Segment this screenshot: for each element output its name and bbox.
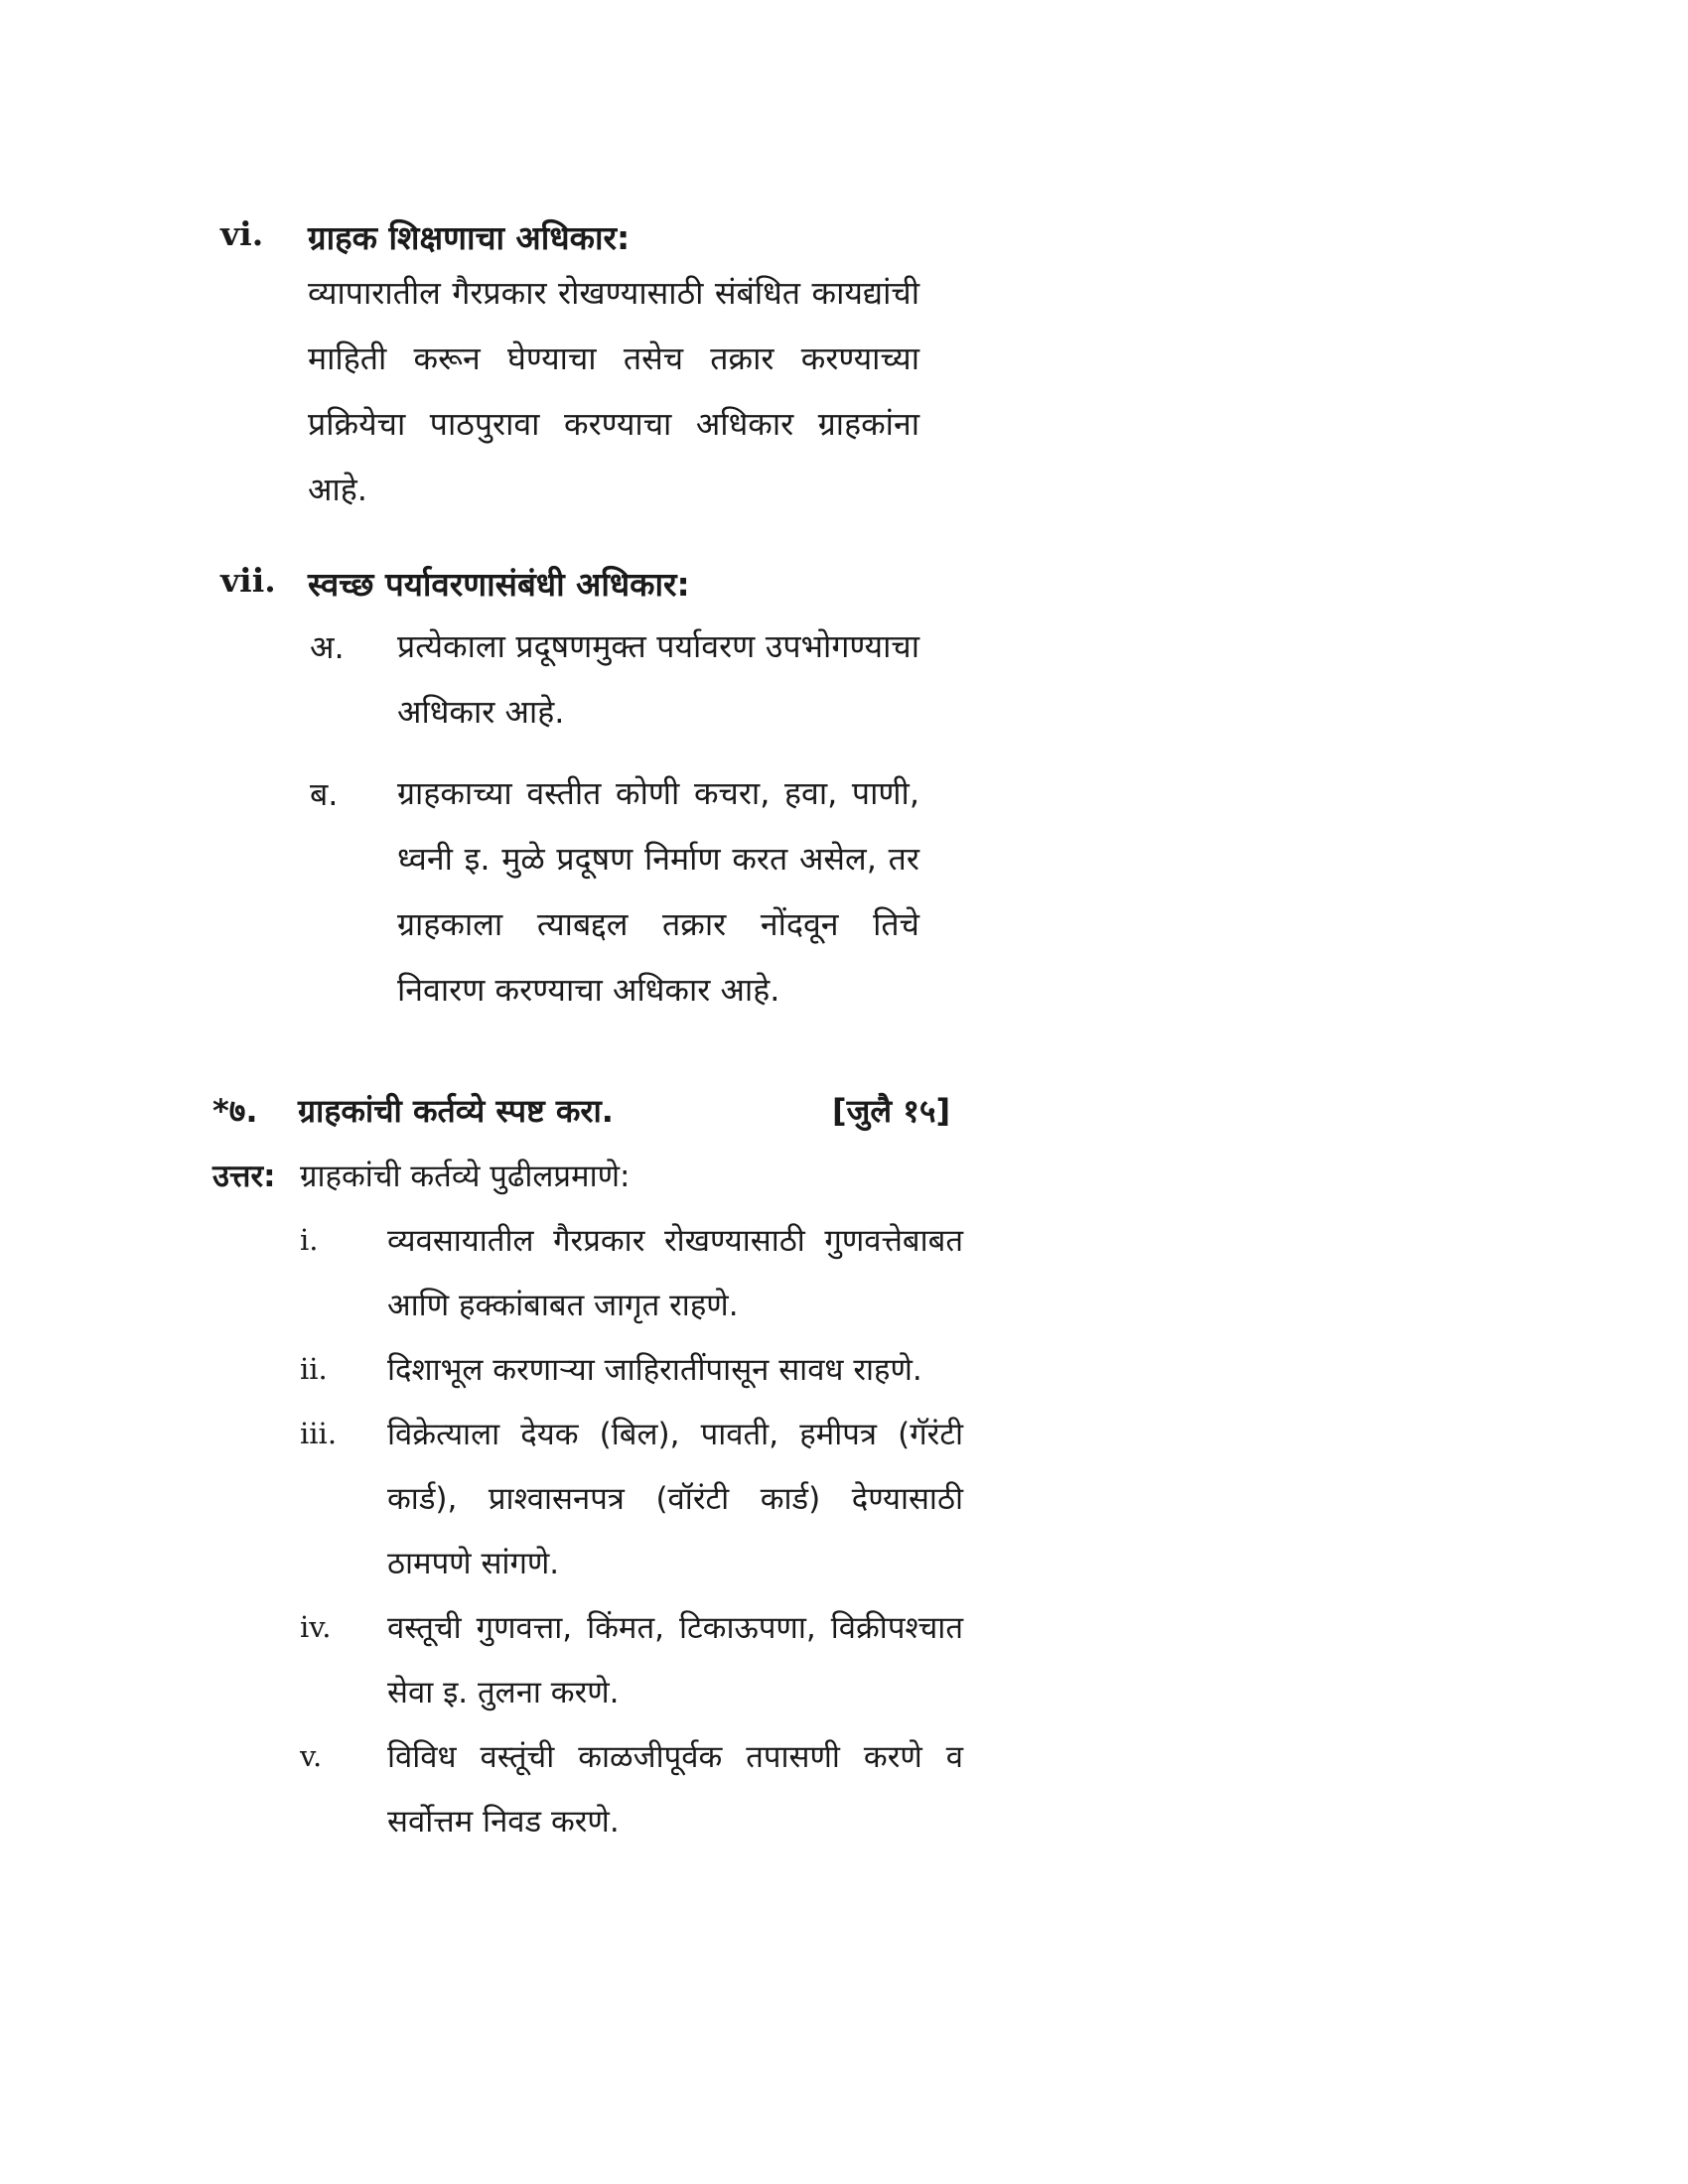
list-item-number: i. (300, 1223, 319, 1257)
list-item-text: व्यवसायातील गैरप्रकार रोखण्यासाठी गुणवत्तेबाबत आणि हक्कांबाबत जागृत राहणे. (387, 1223, 963, 1323)
list-item-text: दिशाभूल करणाऱ्या जाहिरातींपासून सावध राहणे. (387, 1352, 922, 1388)
right-heading: स्वच्छ पर्यावरणासंबंधी अधिकार: (308, 565, 690, 604)
subpoint-text: ग्राहकाच्या वस्तीत कोणी कचरा, हवा, पाणी, ध्वनी इ. मुळे प्रदूषण निर्माण करत असेल, तर ग्राहकाला त्याबद्दल तक्रार नोंदवून तिचे निवारण करण्याचा अधिकार आहे. (397, 774, 919, 1009)
subpoint-marker: ब. (310, 775, 339, 813)
question-number: *७. (212, 1092, 258, 1130)
subpoint-marker: अ. (310, 628, 345, 666)
list-item-number: v. (300, 1739, 323, 1773)
answer-intro: ग्राहकांची कर्तव्ये पुढीलप्रमाणे: (300, 1159, 631, 1194)
question-text: ग्राहकांची कर्तव्ये स्पष्ट करा. (298, 1092, 614, 1130)
list-item-text: विविध वस्तूंची काळजीपूर्वक तपासणी करणे व सर्वोत्तम निवड करणे. (387, 1739, 963, 1840)
right-number: vii. (220, 561, 276, 600)
answer-label: उत्तर: (212, 1159, 276, 1194)
list-item-text: वस्तूची गुणवत्ता, किंमत, टिकाऊपणा, विक्रीपश्चात सेवा इ. तुलना करणे. (387, 1610, 963, 1710)
list-item-number: iv. (300, 1610, 332, 1644)
list-item-number: ii. (300, 1352, 328, 1386)
right-number: vi. (220, 214, 264, 253)
right-text: व्यापारातील गैरप्रकार रोखण्यासाठी संबंधित कायद्यांची माहिती करून घेण्याचा तसेच तक्रार करण्याच्या प्रक्रियेचा पाठपुरावा करण्याचा अधिकार ग्राहकांना आहे. (308, 274, 919, 508)
right-heading: ग्राहक शिक्षणाचा अधिकार: (308, 218, 631, 257)
list-item-number: iii. (300, 1417, 338, 1450)
question-exam-tag: [जुलै १५] (832, 1092, 951, 1130)
list-item-text: विक्रेत्याला देयक (बिल), पावती, हमीपत्र (गॅरंटी कार्ड), प्राश्वासनपत्र (वॉरंटी कार्ड) देण्यासाठी ठामपणे सांगणे. (387, 1417, 963, 1581)
subpoint-text: प्रत्येकाला प्रदूषणमुक्त पर्यावरण उपभोगण्याचा अधिकार आहे. (397, 627, 919, 731)
